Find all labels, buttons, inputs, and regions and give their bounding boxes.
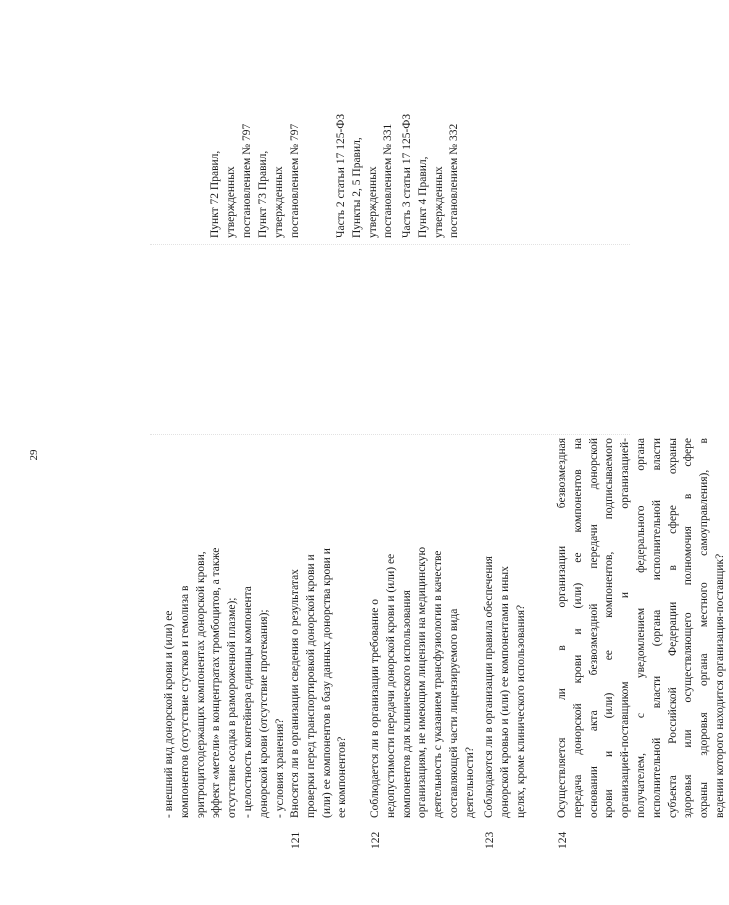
requirement-text [482, 438, 529, 818]
text-line: компонентов (отсутствие сгустков и гемолиза в [178, 585, 191, 818]
text-line: составляющей части лицензируемого вида [447, 608, 460, 818]
text-line: проверки перед транспортировкой донорской крови и [304, 554, 317, 818]
text-line: ее компонентов? [336, 736, 349, 818]
text-line: ведении которого находится организация-поставщик? [713, 553, 726, 818]
text-line: деятельности? [463, 747, 476, 818]
text-line: постановлением № 797 [240, 123, 253, 238]
text-line: Осуществляется ли в организации безвозмездная [556, 438, 568, 818]
text-line: утвержденных [432, 166, 445, 238]
row-number: 123 [484, 831, 496, 849]
text-line: (или) ее компонентов в базу данных донорства крови и [320, 548, 333, 818]
text-line: компонентов для клинического использования [400, 590, 413, 818]
text-line: донорской кровью и (или) ее компонентами в иных [498, 566, 511, 818]
text-line: утвержденных [224, 166, 237, 238]
text-line: Пункт 73 Правил, [257, 150, 269, 238]
text-line: - внешний вид донорской крови и (или) ее [163, 610, 175, 818]
text-line: Соблюдаются ли в организации правила обеспечения [483, 556, 495, 818]
text-line: утвержденных [366, 166, 379, 238]
text-line: постановлением № 797 [288, 123, 301, 238]
text-line: крови и (или) ее компонентов, подписываемого [603, 438, 616, 818]
text-line: основании акта безвозмездной передачи донорской [587, 438, 600, 818]
legal-reference [208, 8, 255, 238]
page-number: 29 [28, 449, 40, 461]
requirement-text [368, 438, 479, 818]
text-line: отсутствие осадка в размороженной плазме); [226, 597, 239, 818]
text-line: охраны здоровья органа местного самоуправления), в [698, 438, 711, 818]
text-line: Пункты 2, 5 Правил, [350, 137, 363, 238]
text-line: Часть 3 статьи 17 125-ФЗ [401, 113, 413, 238]
text-line: эритроцитсодержащих компонентах донорской крови, [194, 551, 207, 818]
text-line: - целостность контейнера единицы компонента [241, 586, 254, 818]
text-line: субъекта Российской Федерации в сфере охраны [666, 438, 679, 818]
text-line: постановлением № 331 [382, 123, 395, 238]
requirement-text [288, 438, 351, 818]
text-line: организациям, не имеющим лицензии на медицинскую [416, 546, 429, 818]
requirement-text [162, 438, 288, 818]
text-line: утвержденных [272, 166, 285, 238]
text-line: получателем, с уведомлением федерального органа [634, 438, 647, 818]
legal-reference [256, 8, 303, 238]
text-line: эффект «метели» в концентратах тромбоцитов, а также [210, 547, 223, 818]
legal-reference [400, 8, 463, 238]
row-number: 124 [557, 831, 569, 849]
text-line: Часть 2 статьи 17 125-ФЗ [335, 113, 347, 238]
text-line: здоровья или осуществляющего полномочия в сфере [682, 438, 695, 818]
legal-reference [334, 8, 397, 238]
requirement-text [555, 438, 729, 818]
text-line: Вносятся ли в организации сведения о результатах [289, 569, 301, 818]
text-line: постановлением № 332 [448, 123, 461, 238]
text-line: организацией-поставщиком и организацией- [619, 438, 632, 818]
text-line: - условия хранения? [273, 718, 286, 818]
text-line: Соблюдается ли в организации требование о [369, 599, 381, 818]
text-line: целях, кроме клинического использования? [514, 604, 527, 818]
text-line: донорской крови (отсутствие протекания); [257, 609, 270, 818]
text-line: деятельность с указанием трансфузиологии в качестве [432, 550, 445, 818]
row-number: 121 [290, 831, 302, 849]
text-line: недопустимости передачи донорской крови и (или) ее [384, 553, 397, 818]
row-number: 122 [370, 831, 382, 849]
text-line: передача донорской крови и (или) ее компонентов на [571, 438, 584, 818]
text-line: Пункт 4 Правил, [416, 156, 429, 238]
text-line: Пункт 72 Правил, [209, 150, 221, 238]
text-line: исполнительной власти (органа исполнительной власти [650, 438, 663, 818]
